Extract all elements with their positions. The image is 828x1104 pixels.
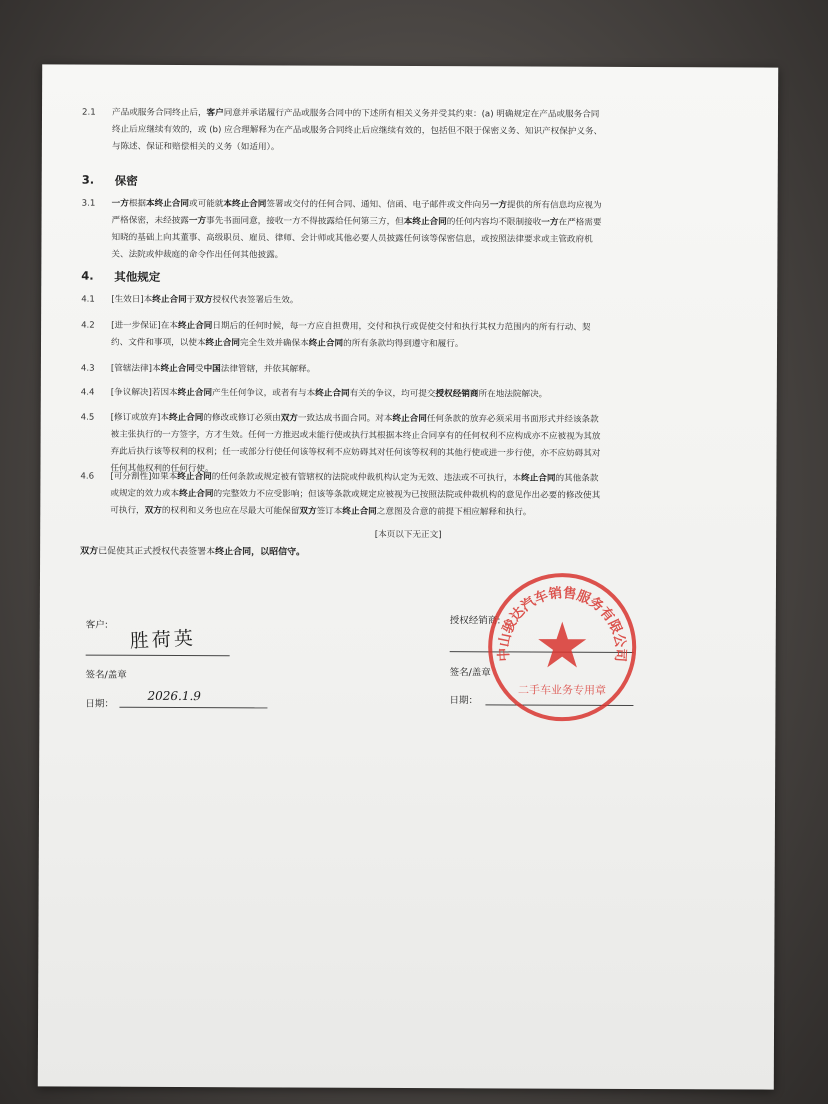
clause-4-5-line-1: [修订或放弃]本终止合同的修改或修订必须由双方一致达成书面合同。对本终止合同任何条款的放弃必须采用书面形式并经该条款 xyxy=(110,412,599,425)
clause-4-2-line-1: [进一步保证]在本终止合同日期后的任何时候，每一方应自担费用，交付和执行或促使交付和执行其权力范围内的所有行动、契 xyxy=(111,320,591,333)
clause-3-1-line-1: 一方根据本终止合同或可能就本终止合同签署或交付的任何合同、通知、信函、电子邮件或文件向另一方提供的所有信息均应视为 xyxy=(111,198,602,211)
witness-statement: 双方已促使其正式授权代表签署本终止合同，以昭信守。 xyxy=(80,546,306,558)
dealer-label: 授权经销商: xyxy=(449,615,501,627)
clause-3-1-line-2: 严格保密，未经披露一方事先书面同意，接收一方不得披露给任何第三方，但本终止合同的任何内容均不限制接收一方在严格需要 xyxy=(111,215,602,228)
clause-number: 4.1 xyxy=(81,294,95,305)
seal-arc-text: 中山骏达汽车销售服务有限公司 xyxy=(495,585,629,663)
customer-signature-line xyxy=(86,655,230,657)
company-seal-stamp xyxy=(484,569,640,725)
clause-2-1-line-3: 与陈述、保证和赔偿相关的义务（如适用）。 xyxy=(111,141,280,153)
clause-number: 2.1 xyxy=(82,107,96,118)
document-page xyxy=(38,64,778,1089)
clause-3-1-line-3: 知晓的基础上向其董事、高级职员、雇员、律师、会计师或其他必要人员披露任何该等保密信息，或按照法律要求或主管政府机 xyxy=(111,232,593,245)
clause-number: 4.2 xyxy=(81,320,95,331)
clause-4-4-line-1: [争议解决]若因本终止合同产生任何争议，或者有与本终止合同有关的争议，均可提交授权经销商所在地法院解决。 xyxy=(110,387,548,400)
dealer-sign-label: 签名/盖章 xyxy=(449,667,491,679)
clause-4-6-line-3: 可执行，双方的权利和义务也应在尽最大可能保留双方签订本终止合同之意图及合意的前提下相应解释和执行。 xyxy=(110,505,532,518)
clause-4-6-line-1: [可分割性]如果本终止合同的任何条款或规定被有管辖权的法院或仲裁机构认定为无效、违法或不可执行，本终止合同的其他条款 xyxy=(110,471,599,484)
customer-date-line xyxy=(119,707,267,709)
clause-number: 4.6 xyxy=(80,471,95,482)
section-number: 3. xyxy=(81,172,95,187)
clause-4-2-line-2: 约、文件和事项，以使本终止合同完全生效并确保本终止合同的所有条款均得到遵守和履行。 xyxy=(110,337,464,350)
clause-number: 4.3 xyxy=(80,363,95,374)
seal-bottom-text: 二手车业务专用章 xyxy=(517,683,607,697)
clause-4-6-line-2: 或规定的效力或本终止合同的完整效力不应受影响；但该等条款或规定应被视为已按照法院或仲裁机构的意见作出必要的修改使其 xyxy=(110,488,601,501)
clause-number: 4.4 xyxy=(80,387,95,398)
section-title: 保密 xyxy=(114,173,138,188)
clause-3-1-line-4: 关、法院或仲裁庭的命令作出任何其他披露。 xyxy=(111,249,284,261)
clause-4-5-line-4: 任何其他权利的任何行使。 xyxy=(110,463,214,475)
clause-4-5-line-3: 弃此后执行该等权利的权利；任一或部分行使任何该等权利不应妨碍其对任何该等权利的其他行使或进一步行使，亦不应妨碍其对 xyxy=(110,446,601,459)
clause-number: 3.1 xyxy=(81,198,96,209)
seal-star-icon xyxy=(538,622,586,668)
end-of-text-note: [本页以下无正文] xyxy=(374,529,442,541)
customer-sign-label: 签名/盖章 xyxy=(85,669,127,681)
clause-number: 4.5 xyxy=(80,412,95,423)
clause-2-1-line-1: 产品或服务合同终止后，客户同意并承诺履行产品或服务合同中的下述所有相关义务并受其约束：(a) 明确规定在产品或服务合同 xyxy=(112,107,600,120)
customer-label: 客户: xyxy=(85,619,109,631)
clause-2-1-line-2: 终止后应继续有效的，或 (b) 应合理解释为在产品或服务合同终止后应继续有效的，包括但不限于保密义务、知识产权保护义务、 xyxy=(111,124,603,137)
section-number: 4. xyxy=(81,268,94,283)
customer-signature: 胜荷英 xyxy=(129,627,197,653)
customer-date-label: 日期： xyxy=(85,698,114,710)
customer-date-value: 2026.1.9 xyxy=(147,688,201,704)
dealer-date-label: 日期： xyxy=(449,695,479,707)
clause-4-5-line-2: 被主张执行的一方签字，方才生效。任何一方推迟或未能行使或执行其根据本终止合同享有的任何权利不应构成亦不应被视为其放 xyxy=(110,429,601,442)
clause-4-1-line-1: [生效日]本终止合同于双方授权代表签署后生效。 xyxy=(111,294,299,306)
clause-4-3-line-1: [管辖法律]本终止合同受中国法律管辖，并依其解释。 xyxy=(110,363,316,375)
section-title: 其他规定 xyxy=(114,269,161,284)
